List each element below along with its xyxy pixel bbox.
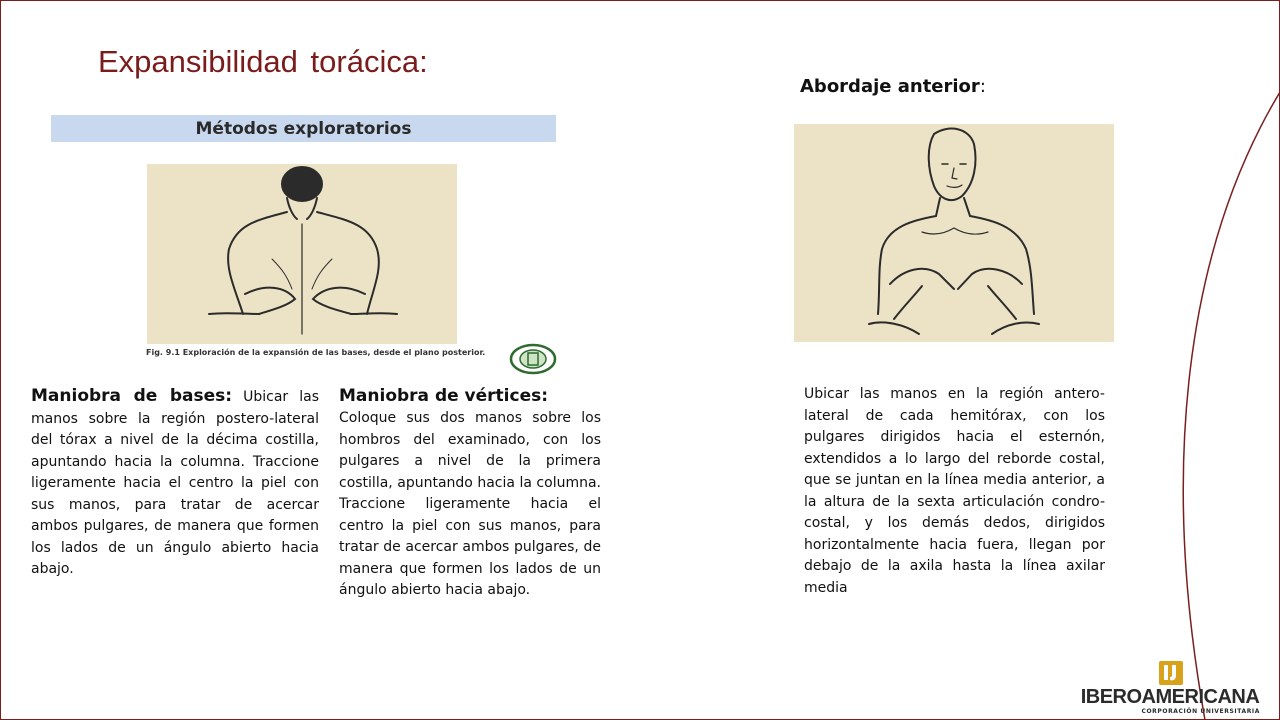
anterior-exam-illustration xyxy=(794,124,1114,342)
figure-caption: Fig. 9.1 Exploración de la expansión de las bases, desde el plano posterior. xyxy=(146,348,486,357)
logo-mark-icon xyxy=(1158,660,1184,686)
anterior-approach-text: Ubicar las manos en la región antero-lateral de cada hemitórax, con los pulgares dirigidos hacia el esternón, extendidos a lo largo del reborde costal, que se juntan en la línea media anterior, a la altura de la sexta articulación condro-costal, y los demás dedos, dirigidos horizontalmente hacia fuera, llegan por debajo de la axila hasta la línea axilar media xyxy=(804,386,1105,596)
iberoamericana-logo xyxy=(1080,660,1260,716)
logo-subtitle: CORPORACIÓN UNIVERSITARIA xyxy=(1141,708,1260,715)
vertices-maneuver xyxy=(339,384,601,602)
slide-title: Expansibilidad torácica: xyxy=(98,44,428,79)
logo-name: IBEROAMERICANA xyxy=(1080,686,1260,708)
vertices-maneuver-heading: Maniobra de vértices: xyxy=(339,386,549,406)
posterior-exam-illustration xyxy=(147,164,457,344)
anterior-approach-heading: Abordaje anterior: xyxy=(800,76,986,97)
methods-banner: Métodos exploratorios xyxy=(51,115,556,142)
bases-maneuver-text: Ubicar las manos sobre la región postero-lateral del tórax a nivel de la décima costilla, apuntando hacia la columna. Traccione ligeramente hacia el centro la piel con sus manos, para tratar de acercar ambos pulgares, de manera que formen los lados de un ángulo abierto hacia abajo. xyxy=(31,389,320,577)
bases-maneuver xyxy=(31,386,319,581)
bases-maneuver-heading: Maniobra de bases: xyxy=(31,386,233,406)
vertices-maneuver-text: Coloque sus dos manos sobre los hombros del examinado, con los pulgares a nivel de la primera costilla, apuntando hacia la columna. Traccione ligeramente hacia el centro la piel con sus manos, para tratar de acercar ambos pulgares, de manera que formen los lados de un ángulo abierto hacia abajo. xyxy=(339,410,601,598)
seal-icon xyxy=(507,342,559,376)
